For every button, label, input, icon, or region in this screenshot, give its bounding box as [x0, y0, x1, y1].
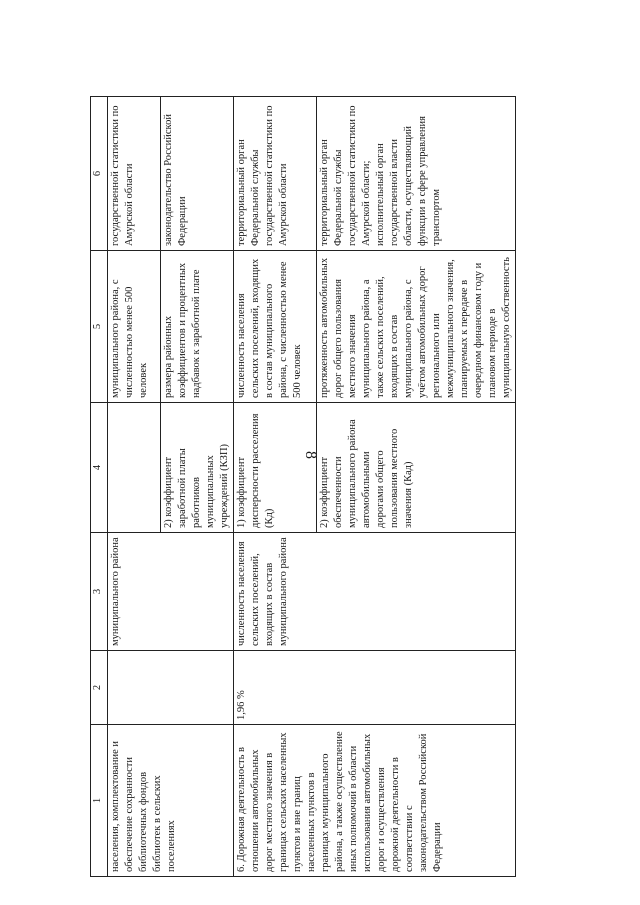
- source-2: территориальный орган Федеральной службы государственной статистики по Амурской области; исполнительный орган государственной власти области, осуществляющий функции в сфере управления транспортом: [316, 97, 445, 250]
- source-1: государственной статистики по Амурской области: [110, 105, 135, 246]
- cell-activity: 6. Дорожная деятельность в отношении автомобильных дорог местного значения в границах сельских населенных пунктов и вне границ населенных пунктов в границах муниципального района, а также осуществление иных полномочий в области использования автомобильных дорог и осуществления дорожной деятельности в соответствии с законодательством Российской Федерации: [234, 725, 516, 877]
- cell-indicators: [234, 251, 516, 403]
- cell-criterion: муниципального района: [108, 533, 234, 651]
- source-2: законодательство Российской Федерации: [160, 97, 191, 250]
- cell-share: 1,96 %: [234, 651, 516, 725]
- page-number: 8: [302, 451, 319, 459]
- column-header: 3: [91, 533, 108, 651]
- data-table: [90, 96, 516, 877]
- table-row: [234, 97, 516, 877]
- indicator-2: протяженность автомобильных дорог общего пользования местного значения муниципального района, а также сельских поселений, входящих в состав муниципального района, с учётом автомобильных дорог регионального или межмуниципального значения, планируемых к передаче в очередном финансовом году и плановом периоде в муниципальную собственность: [316, 251, 515, 402]
- cell-criterion: численность населения сельских поселений, входящих в состав муниципального района: [234, 533, 516, 651]
- column-header: 6: [91, 97, 108, 251]
- indicator-1: муниципального района, с численностью менее 500 человек: [110, 279, 149, 398]
- coefficient-1: 1) коэффициент дисперсности расселения (Кд): [236, 413, 275, 528]
- cell-indicators: [108, 251, 234, 403]
- indicator-1: численность населения сельских поселений, входящих в состав муниципального района, с численностью менее 500 человек: [236, 258, 303, 398]
- column-header: 4: [91, 403, 108, 533]
- cell-coefficients: [234, 403, 516, 533]
- table-row: [108, 97, 234, 877]
- indicator-2: размера районных коэффициентов и процентных надбавок к заработной плате: [160, 251, 205, 402]
- cell-sources: [108, 97, 234, 251]
- cell-activity: населения, комплектование и обеспечение сохранности библиотечных фондов библиотек в сельских поселениях: [108, 725, 234, 877]
- column-header: 1: [91, 725, 108, 877]
- source-1: территориальный орган Федеральной службы государственной статистики по Амурской области: [236, 105, 289, 246]
- coefficient-1: [108, 403, 160, 532]
- cell-share: [108, 651, 234, 725]
- column-header: 5: [91, 251, 108, 403]
- column-header: 2: [91, 651, 108, 725]
- rotated-page-content: [90, 97, 510, 877]
- coefficient-2: 2) коэффициент обеспеченности муниципального района автомобильными дорогами общего пользования местного значения (Кад): [316, 403, 417, 532]
- cell-coefficients: [108, 403, 234, 533]
- cell-sources: [234, 97, 516, 251]
- coefficient-2: 2) коэффициент заработной платы работников муниципальных учреждений (КЗП): [160, 403, 233, 532]
- table-header-row: [91, 97, 108, 877]
